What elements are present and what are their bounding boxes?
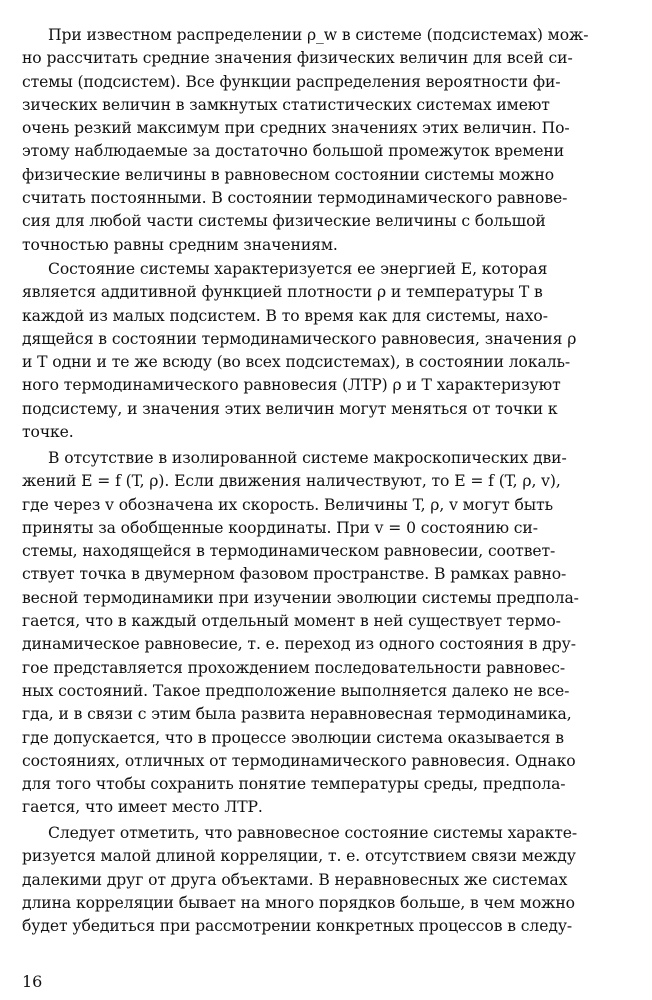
text-line: где допускается, что в процессе эволюции система оказывается в xyxy=(22,728,564,747)
text-line: Состояние системы характеризуется ее энергией E, которая xyxy=(48,260,548,278)
text-line: ных состояний. Такое предположение выполняется далеко не все- xyxy=(22,681,570,700)
text-line: весной термодинамики при изучении эволюции системы предпола- xyxy=(22,588,579,607)
text-line: стемы, находящейся в термодинамическом равновесии, соответ- xyxy=(22,542,556,561)
text-line: В отсутствие в изолированной системе макроскопических дви- xyxy=(48,449,567,467)
text-line: где через v обозначена их скорость. Величины T, ρ, v могут быть xyxy=(22,495,554,514)
text-line: но рассчитать средние значения физических величин для всей си- xyxy=(22,49,573,68)
text-line: стемы (подсистем). Все функции распределения вероятности фи- xyxy=(22,72,561,91)
text-line: ствует точка в двумерном фазовом пространстве. В рамках равно- xyxy=(22,565,567,584)
text-line: динамическое равновесие, т. е. переход из одного состояния в дру- xyxy=(22,635,576,654)
text-line: гое представляется прохождением последовательности равновес- xyxy=(22,658,566,677)
text-line: сия для любой части системы физические величины с большой xyxy=(22,212,546,231)
paragraph-3 xyxy=(22,447,626,820)
paragraph-2 xyxy=(22,258,626,444)
text-line: жений E = f (T, ρ). Если движения наличествуют, то E = f (T, ρ, v), xyxy=(22,472,561,491)
text-line: длина корреляции бывает на много порядков больше, в чем можно xyxy=(22,893,575,912)
paragraph-4 xyxy=(22,822,626,938)
text-line: дящейся в состоянии термодинамического равновесия, значения ρ xyxy=(22,329,577,348)
text-line: ного термодинамического равновесия (ЛТР) ρ и T характеризуют xyxy=(22,376,561,395)
text-line: и T одни и те же всюду (во всех подсистемах), в состоянии локаль- xyxy=(22,353,571,372)
page-number: 16 xyxy=(22,972,43,991)
paragraph-1 xyxy=(22,24,626,257)
text-line: гается, что в каждый отдельный момент в ней существует термо- xyxy=(22,612,561,631)
text-line: для того чтобы сохранить понятие температуры среды, предпола- xyxy=(22,775,566,794)
text-line: каждой из малых подсистем. В то время как для системы, нахо- xyxy=(22,306,548,325)
text-line: ризуется малой длиной корреляции, т. е. отсутствием связи между xyxy=(22,847,576,866)
text-line: зических величин в замкнутых статистических системах имеют xyxy=(22,95,550,114)
text-line: очень резкий максимум при средних значениях этих величин. По- xyxy=(22,119,570,138)
text-line: будет убедиться при рассмотрении конкретных процессов в следу- xyxy=(22,917,573,936)
text-line: подсистему, и значения этих величин могут меняться от точки к xyxy=(22,399,558,418)
text-line: При известном распределении ρ_w в системе (подсистемах) мож- xyxy=(48,26,589,44)
text-line: является аддитивной функцией плотности ρ и температуры T в xyxy=(22,283,543,302)
text-line: гда, и в связи с этим была развита неравновесная термодинамика, xyxy=(22,705,572,724)
text-line: этому наблюдаемые за достаточно большой промежуток времени xyxy=(22,142,564,161)
text-line: точке. xyxy=(22,423,74,442)
text-line: приняты за обобщенные координаты. При v = 0 состоянию си- xyxy=(22,518,538,537)
text-line: состояниях, отличных от термодинамического равновесия. Однако xyxy=(22,751,576,770)
text-line: Следует отметить, что равновесное состояние системы характе- xyxy=(48,824,578,842)
text-line: гается, что имеет место ЛТР. xyxy=(22,798,263,817)
text-line: считать постоянными. В состоянии термодинамического равнове- xyxy=(22,189,568,208)
text-line: точностью равны средним значениям. xyxy=(22,235,338,254)
text-line: физические величины в равновесном состоянии системы можно xyxy=(22,165,555,184)
text-line: далекими друг от друга объектами. В неравновесных же системах xyxy=(22,870,568,889)
